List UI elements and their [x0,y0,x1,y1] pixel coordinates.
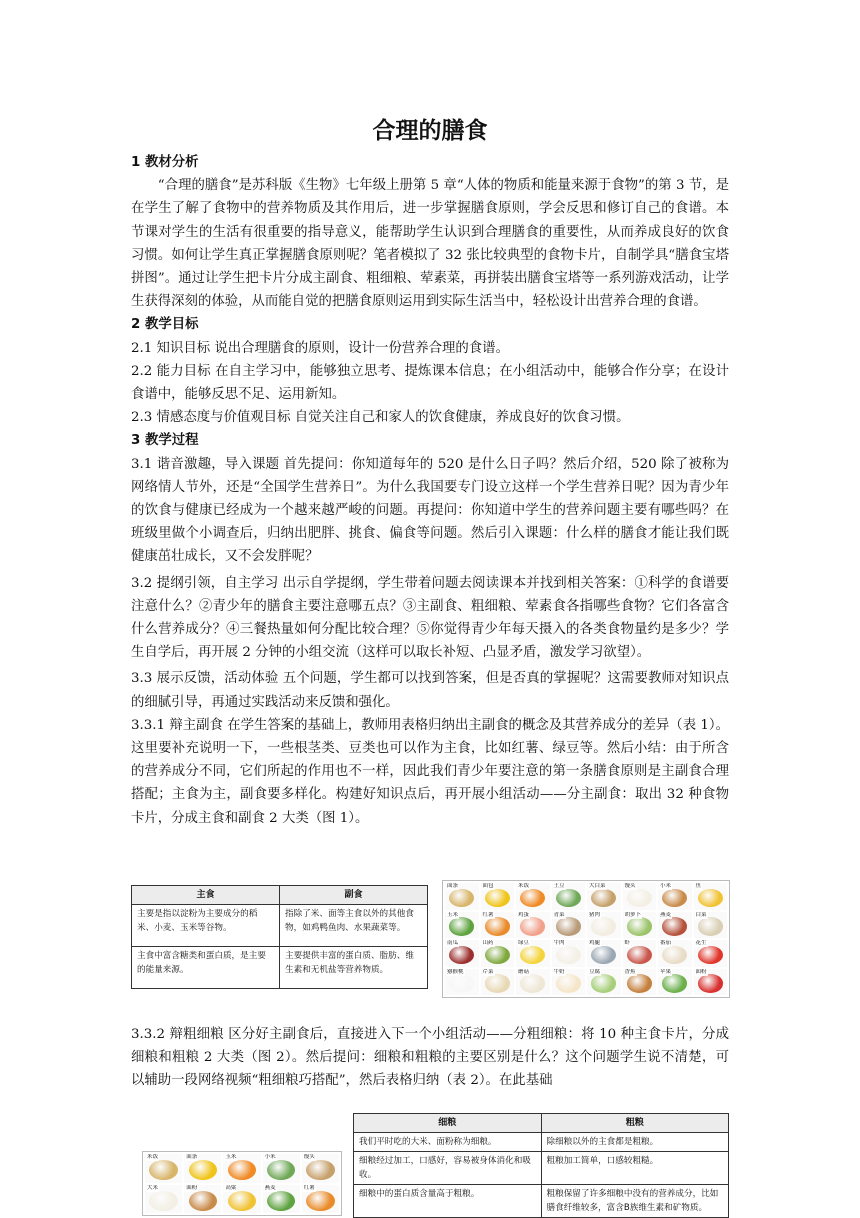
food-label: 大白菜 [589,883,606,889]
food-label: 花生 [695,940,707,946]
section-1-paragraph: “合理的膳食”是苏科版《生物》七年级上册第 5 章“人体的物质和能量来源于食物”的第 3 节，是在学生了解了食物中的营养物质及其作用后，进一步掌握膳食原则，学会反思和修订自己的食谱。本节课对学生的生活有很重要的指导意义，能帮助学生认识到合理膳食的重要性，从而养成良好的饮食习惯。如何让学生真正掌握膳食原则呢？笔者模拟了 32 张比较典型的食物卡片，自制学具“膳食宝塔拼图”。通过让学生把卡片分成主副食、粗细粮、荤素菜，再拼装出膳食宝塔等一系列游戏活动，让学生获得深刻的体验，从而能自觉的把膳食原则运用到实际生活当中，轻松设计出营养合理的食谱。 [131,178,729,310]
grain-label: 馒头 [303,1154,315,1160]
food-photo [627,917,652,936]
food-label: 土豆 [553,883,565,889]
food-card [623,969,657,996]
grain-photo [228,1160,256,1180]
food-card [694,883,728,910]
grain-photo [267,1160,295,1180]
food-photo [556,974,581,993]
food-label: 面条 [447,883,459,889]
food-photo [662,889,687,908]
grain-label: 燕麦 [264,1184,276,1191]
grain-label: 高粱 [225,1184,237,1191]
grain-card [145,1185,182,1214]
table-1-header: 副食 [280,886,428,905]
food-label: 鱼 [695,883,702,889]
food-label: 胡萝卜 [624,911,642,918]
food-photo [627,946,652,965]
table-2-header: 粗粮 [541,1114,729,1133]
figure-1-food-cards [442,880,730,998]
food-photo [449,917,474,936]
food-card [623,883,657,910]
food-card [587,969,621,996]
objective-ability: 2.2 能力目标 在自主学习中，能够独立思考、提炼课本信息；在小组活动中，能够合作分享；在设计食谱中，能够反思不足、运用新知。 [131,363,729,403]
table-2-cell: 粗粮加工简单，口感较粗糙。 [541,1152,729,1185]
body-text [131,151,729,830]
grain-card [184,1185,221,1214]
food-photo [662,946,687,965]
table-2-header: 细粮 [354,1114,542,1133]
food-card [552,969,586,996]
food-card [445,969,479,996]
food-photo [449,974,474,993]
figure-2-grain-cards [142,1151,342,1216]
food-card [516,912,550,939]
table-2-cell: 细粮中的蛋白质含量高于粗粮。 [354,1185,542,1218]
grain-photo [189,1160,217,1180]
food-photo [698,917,723,936]
food-label: 香蕉 [624,968,636,975]
grain-label: 大米 [147,1184,159,1191]
table-2-fine-vs-coarse-grain [353,1113,729,1218]
food-label: 牛肉 [553,940,565,946]
food-card [552,912,586,939]
food-label: 米饭 [518,883,530,889]
food-photo [449,889,474,908]
food-label: 芹菜 [482,968,494,975]
food-photo [698,889,723,908]
food-card [694,912,728,939]
grain-label: 面条 [186,1154,198,1160]
table-2-cell: 粗粮保留了许多细粮中没有的营养成分，比如膳食纤维较多，富含B族维生素和矿物质。 [541,1185,729,1218]
food-card [658,912,692,939]
food-card [481,940,515,967]
food-photo [485,974,510,993]
food-card [694,969,728,996]
food-photo [662,974,687,993]
table-1-header: 主食 [132,886,280,905]
food-label: 苹果 [660,968,672,975]
section-3-heading: 3 教学过程 [131,433,199,449]
table-1-staple-vs-nonstaple [131,885,428,989]
food-card [516,883,550,910]
food-card [658,883,692,910]
grain-label: 小米 [264,1154,276,1160]
process-3-3-1: 3.3.1 辩主副食 在学生答案的基础上，教师用表格归纳出主副食的概念及其营养成分的差异（表 1）。这里要补充说明一下，一些根茎类、豆类也可以作为主食，比如红薯、绿豆等。然后小结：由于所含的营养成分不同，它们所起的作用也不一样，因此我们青少年要注意的第一条膳食原则是主副食合理搭配；主食为主，副食要多样化。构建好知识点后，再开展小组活动——分主副食：取出 32 种食物卡片，分成主食和副食 2 大类（图 1）。 [131,717,729,826]
food-label: 鸡蛋 [518,911,530,918]
table-2-cell: 我们平时吃的大米、面粉称为细粮。 [354,1133,542,1152]
table-2-cell: 细粮经过加工，口感好，容易被身体消化和吸收。 [354,1152,542,1185]
grain-photo [149,1160,177,1180]
food-card [445,912,479,939]
grain-card [184,1154,221,1183]
grain-label: 面粉 [186,1184,198,1191]
food-card [516,969,550,996]
page-title: 合理的膳食 [372,118,488,144]
food-card [587,912,621,939]
food-label: 白菜 [695,911,707,918]
process-3-3: 3.3 展示反馈，活动体验 五个问题，学生都可以找到答案，但是否真的掌握呢？这需要教师对知识点的细腻引导，再通过实践活动来反馈和强化。 [131,671,729,710]
table-2-cell: 除细粮以外的主食都是粗粮。 [541,1133,729,1152]
food-label: 玉米 [447,911,459,918]
food-label: 南瓜 [447,940,459,946]
grain-photo [306,1191,334,1211]
grain-label: 玉米 [225,1154,237,1160]
food-label: 面粉 [695,968,707,975]
food-photo [591,974,616,993]
grain-photo [306,1160,334,1180]
food-label: 面包 [482,883,494,889]
food-label: 青菜 [553,911,565,918]
food-photo [627,974,652,993]
grain-photo [149,1191,177,1211]
food-photo [627,889,652,908]
food-card [658,969,692,996]
table-1-cell: 主要提供丰富的蛋白质、脂肪、维生素和无机盐等营养物质。 [280,947,428,989]
section-1-heading: 1 教材分析 [131,155,199,170]
food-label: 蘑菇 [518,968,530,975]
process-3-3-2: 3.3.2 辩粗细粮 区分好主副食后，直接进入下一个小组活动——分粗细粮：将 10 种主食卡片，分成细粮和粗粮 2 大类（图 2）。然后提问：细粮和粗粮的主要区别是什么？这个问题学生说不清楚，可以辅助一段网络视频“粗细粮巧搭配”，然后表格归纳（表 2）。在此基础 [131,1027,729,1089]
grain-photo [228,1191,256,1211]
food-card [445,883,479,910]
food-photo [520,917,545,936]
food-card [658,940,692,967]
objective-attitude: 2.3 情感态度与价值观目标 自觉关注自己和家人的饮食健康，养成良好的饮食习惯。 [131,410,630,426]
food-label: 山药 [482,940,494,946]
grain-card [145,1154,182,1183]
food-label: 红薯 [482,911,494,918]
food-label: 虾 [624,940,631,946]
section-2-heading: 2 教学目标 [131,317,199,333]
food-photo [520,974,545,993]
food-label: 馒头 [624,883,636,889]
grain-label: 米饭 [147,1154,159,1160]
food-label: 猕猴桃 [447,968,464,975]
food-card [552,940,586,967]
food-photo [556,917,581,936]
food-label: 豆腐 [589,968,601,975]
food-photo [662,917,687,936]
food-label: 牛奶 [553,968,565,975]
food-photo [556,889,581,908]
food-photo [449,946,474,965]
table-1-cell: 主要是指以淀粉为主要成分的稻米、小麦、玉米等谷物。 [132,905,280,947]
table-1-cell: 主食中富含糖类和蛋白质，是主要的能量来源。 [132,947,280,989]
food-photo [485,946,510,965]
food-card [481,969,515,996]
food-label: 燕麦 [660,911,672,918]
food-card [552,883,586,910]
food-card [587,883,621,910]
food-photo [520,946,545,965]
food-photo [520,889,545,908]
food-photo [591,917,616,936]
grain-card [263,1185,300,1214]
food-label: 番茄 [660,940,672,946]
table-1-cell: 指除了米、面等主食以外的其他食物，如鸡鸭鱼肉、水果蔬菜等。 [280,905,428,947]
grain-label: 红薯 [303,1184,315,1191]
food-card [481,883,515,910]
food-photo [591,889,616,908]
food-card [481,912,515,939]
objective-knowledge: 2.1 知识目标 说出合理膳食的原则，设计一份营养合理的食谱。 [131,340,509,356]
process-3-2: 3.2 提纲引领，自主学习 出示自学提纲，学生带着问题去阅读课本并找到相关答案：①科学的食谱要注意什么？②青少年的膳食主要注意哪五点？③主副食、粗细粮、荤素食各指哪些食物？它们各富含什么营养成分？④三餐热量如何分配比较合理？⑤你觉得青少年每天摄入的各类食物量约是多少？学生自学后，再开展 2 分钟的小组交流（这样可以取长补短、凸显矛盾，激发学习欲望）。 [131,575,729,661]
food-photo [591,946,616,965]
process-3-1: 3.1 谐音激趣，导入课题 首先提问：你知道每年的 520 是什么日子吗？然后介绍，520 除了被称为网络情人节外，还是“全国学生营养日”。为什么我国要专门设立这样一个学生营养日呢？因为青少年的饮食与健康已经成为一个越来越严峻的问题。再提问：你知道中学生的营养问题主要有哪些吗？在班级里做个小调查后，归纳出肥胖、挑食、偏食等问题。然后引入课题：什么样的膳食才能让我们既健康茁壮成长，又不会发胖呢？ [131,456,729,565]
grain-photo [189,1191,217,1211]
grain-card [263,1154,300,1183]
grain-card [223,1154,260,1183]
grain-photo [267,1191,295,1211]
food-photo [698,974,723,993]
food-card [694,940,728,967]
food-photo [698,946,723,965]
grain-card [302,1154,339,1183]
food-label: 鸡腿 [589,940,601,946]
food-photo [485,889,510,908]
grain-card [223,1185,260,1214]
food-card [623,912,657,939]
grain-card [302,1185,339,1214]
food-card [445,940,479,967]
food-photo [556,946,581,965]
food-label: 绿豆 [518,940,530,946]
food-card [623,940,657,967]
food-label: 猪肉 [589,911,601,918]
food-card [587,940,621,967]
body-text-continued [131,1023,729,1093]
food-label: 小米 [660,883,672,889]
food-card [516,940,550,967]
food-photo [485,917,510,936]
